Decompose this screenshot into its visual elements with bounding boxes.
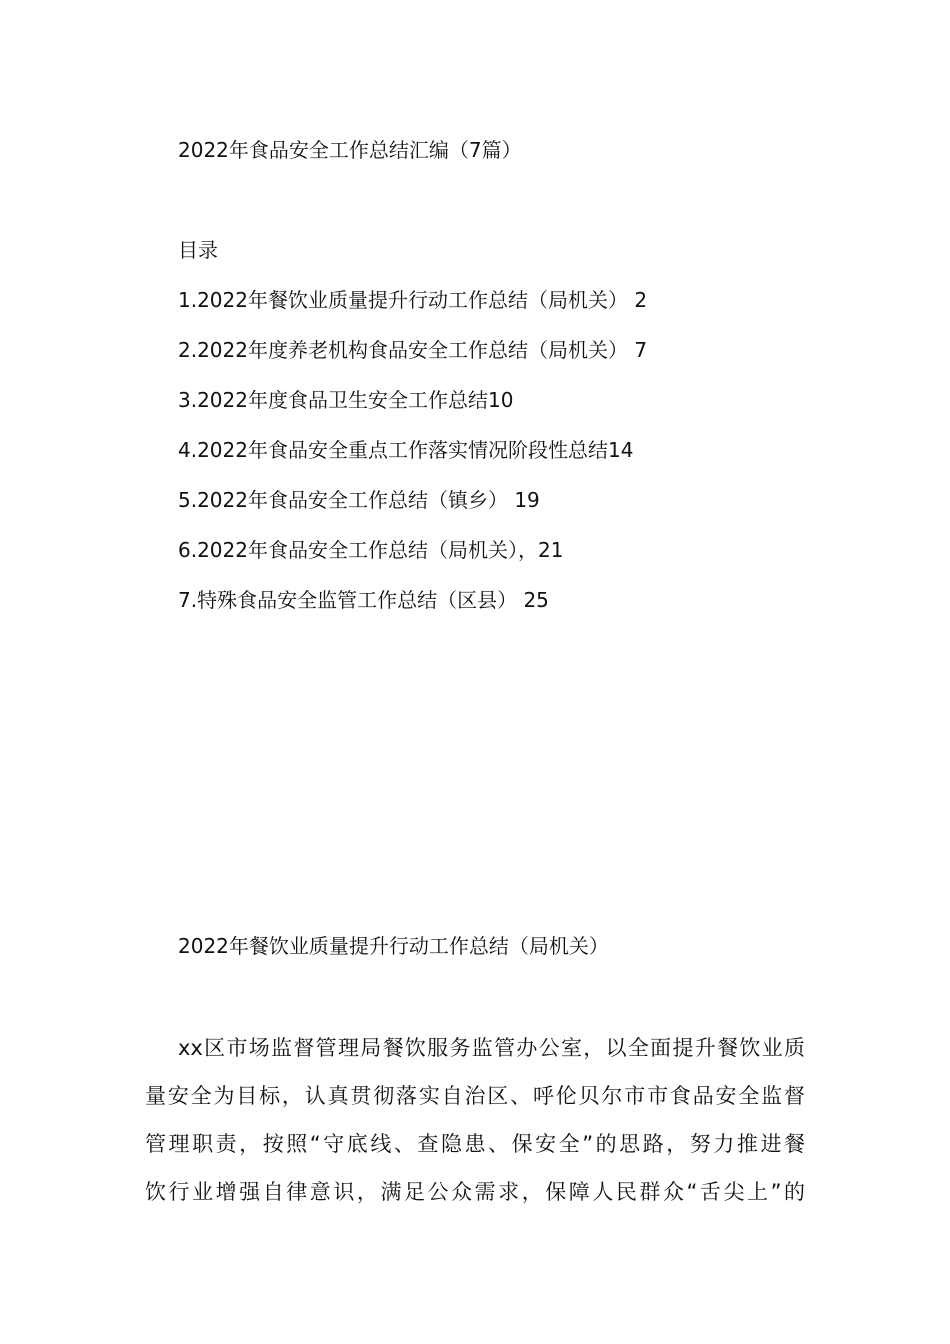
paragraph-line: 量安全为目标，认真贯彻落实自治区、呼伦贝尔市市食品安全监督 <box>145 1084 805 1108</box>
toc-item: 5.2022年食品安全工作总结（镇乡） 19 <box>178 488 540 512</box>
toc-item: 2.2022年度养老机构食品安全工作总结（局机关） 7 <box>178 338 648 362</box>
toc-item: 1.2022年餐饮业质量提升行动工作总结（局机关） 2 <box>178 288 648 312</box>
document-title: 2022年食品安全工作总结汇编（7篇） <box>178 138 522 162</box>
toc-heading: 目录 <box>178 238 218 262</box>
section-title: 2022年餐饮业质量提升行动工作总结（局机关） <box>178 934 609 958</box>
toc-item: 3.2022年度食品卫生安全工作总结10 <box>178 388 514 412</box>
paragraph-line: xx区市场监督管理局餐饮服务监管办公室，以全面提升餐饮业质 <box>178 1036 805 1060</box>
toc-item: 4.2022年食品安全重点工作落实情况阶段性总结14 <box>178 438 634 462</box>
toc-item: 6.2022年食品安全工作总结（局机关），21 <box>178 538 564 562</box>
paragraph-line: 管理职责，按照“守底线、查隐患、保安全”的思路，努力推进餐 <box>145 1132 805 1156</box>
paragraph-line: 饮行业增强自律意识，满足公众需求，保障人民群众“舌尖上”的 <box>145 1180 805 1204</box>
toc-item: 7.特殊食品安全监管工作总结（区县） 25 <box>178 588 549 612</box>
